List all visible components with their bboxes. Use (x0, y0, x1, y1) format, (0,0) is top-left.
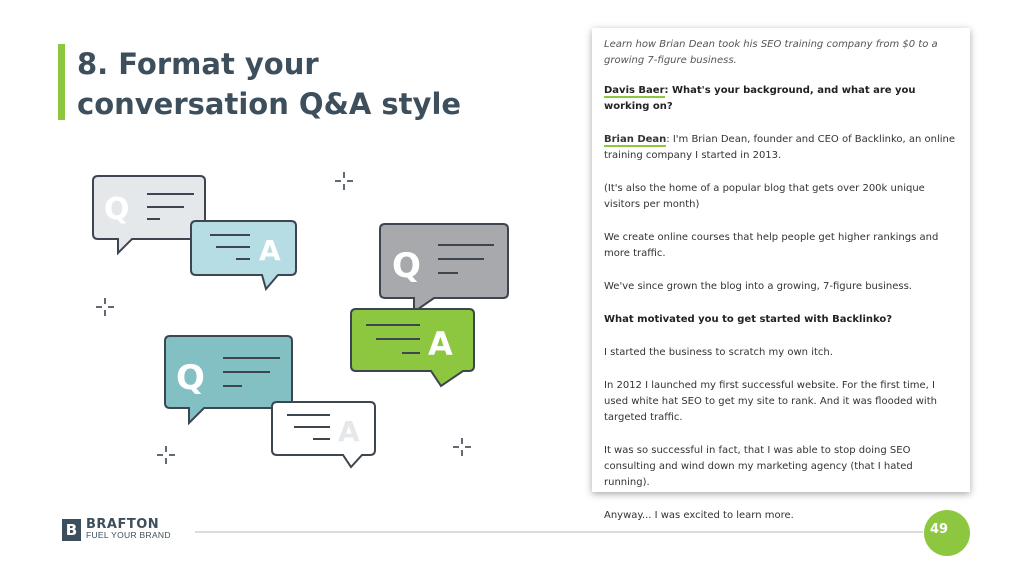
answer-paragraph: Anyway... I was excited to learn more. (604, 510, 794, 521)
q-letter: Q (392, 246, 421, 286)
answer-1 (604, 132, 958, 164)
question-1-text: : What's your background, and what are you working on? (604, 85, 916, 112)
answer-paragraph: We create online courses that help people get higher rankings and more traffic. (604, 232, 939, 259)
brafton-logo (62, 519, 171, 541)
question-2: What motivated you to get started with Backlinko? (604, 314, 893, 325)
q-letter: Q (176, 358, 205, 398)
sparkle-icon (335, 172, 353, 190)
a-bubble-light-teal (191, 221, 296, 289)
sparkle-icon (96, 298, 114, 316)
q-letter: Q (104, 192, 130, 227)
answer-paragraph: We've since grown the blog into a growing, 7-figure business. (604, 281, 912, 292)
answer-paragraph: (It's also the home of a popular blog that gets over 200k unique visitors per month) (604, 183, 925, 210)
page-number-badge: 49 (924, 510, 970, 556)
sparkle-icon (453, 438, 471, 456)
a-letter: A (338, 415, 360, 448)
interviewee-name: Brian Dean (604, 134, 667, 145)
interview-excerpt-card (592, 28, 970, 521)
brand-tagline: FUEL YOUR BRAND (86, 530, 171, 540)
interviewer-name: Davis Baer (604, 85, 665, 96)
q-bubble-dark-grey (380, 224, 508, 312)
brand-name: BRAFTON (86, 517, 160, 532)
slide-title-line-2: conversation Q&A style (77, 87, 462, 121)
q-bubble-grey (93, 176, 205, 253)
slide-title-line-1: 8. Format your (77, 47, 319, 81)
answer-1-text: : I'm Brian Dean, founder and CEO of Backlinko, an online training company I started in 2013. (604, 134, 956, 161)
sparkle-icon (157, 446, 175, 464)
brafton-b-icon: B (62, 519, 81, 541)
article-intro: Learn how Brian Dean took his SEO training company from $0 to a growing 7-figure business. (604, 39, 938, 66)
footer-divider (195, 531, 923, 533)
answer-paragraph: I started the business to scratch my own itch. (604, 347, 833, 358)
a-letter: A (428, 325, 453, 363)
question-1 (604, 83, 958, 115)
qa-illustration (0, 0, 560, 500)
a-bubble-green (351, 309, 474, 386)
a-letter: A (259, 234, 281, 267)
answer-paragraph: In 2012 I launched my first successful website. For the first time, I used white hat SEO to get my site to rank. And it was flooded with targeted traffic. (604, 380, 937, 423)
a-bubble-white (272, 402, 375, 467)
answer-paragraph: It was so successful in fact, that I was able to stop doing SEO consulting and wind down my marketing agency (that I hated running). (604, 445, 913, 488)
